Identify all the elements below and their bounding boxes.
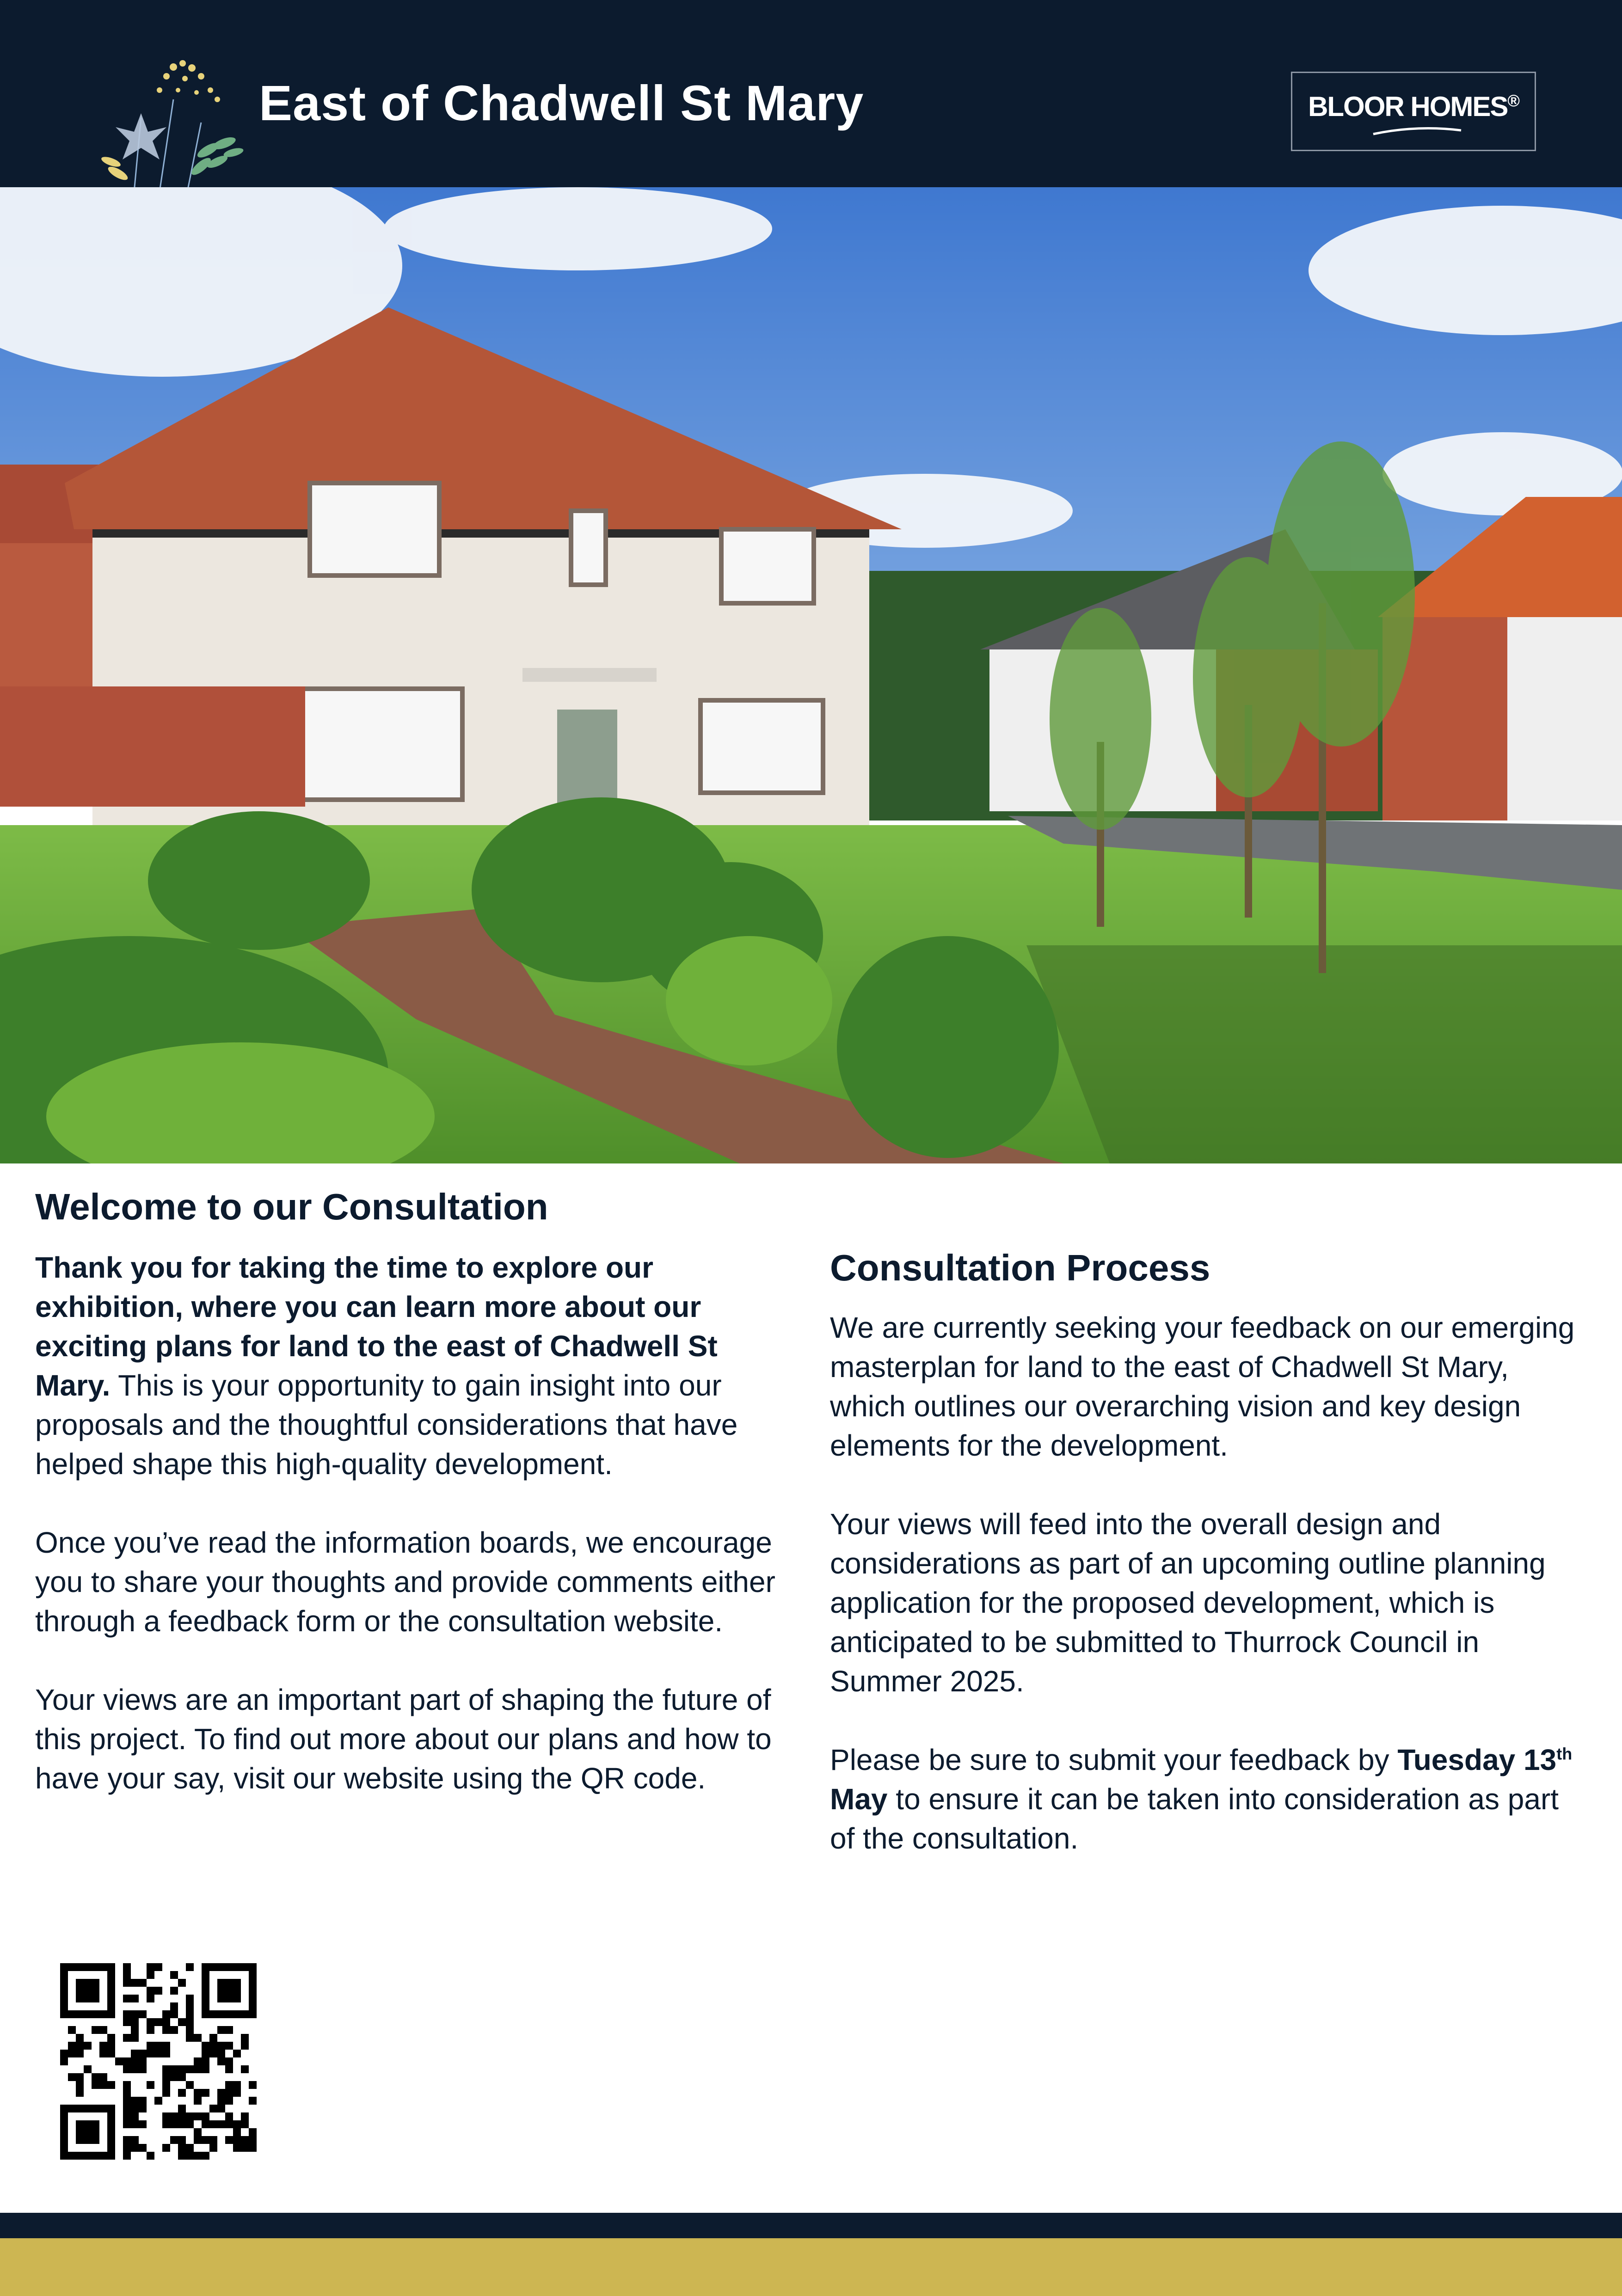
deadline-lead-in: Please be sure to submit your feedback by — [830, 1743, 1398, 1776]
deadline-suffix: th — [1556, 1744, 1573, 1763]
footer-gold-band — [0, 2238, 1622, 2296]
welcome-heading: Welcome to our Consultation — [35, 1186, 548, 1227]
brand-name-text: BLOOR HOMES — [1308, 91, 1508, 122]
process-heading: Consultation Process — [830, 1247, 1210, 1288]
brand-registered-mark: ® — [1507, 91, 1519, 110]
welcome-intro-bold: Thank you for taking the time to explore our exhibition, where you can learn more about our exciting plans for land to the east of Chadwell St Mary. — [35, 1251, 718, 1402]
welcome-paragraph-3: Your views are an important part of shaping the future of this project. To find out more about our plans and how to have your say, visit our website using the QR code. — [35, 1683, 772, 1795]
welcome-text-column — [35, 1248, 793, 1837]
hero-photo-houses — [0, 187, 1622, 1163]
welcome-intro-rest: This is your opportunity to gain insight into our proposals and the thoughtful considerations that have helped shape this high-quality development. — [35, 1369, 738, 1481]
qr-code-icon[interactable] — [60, 1963, 257, 2160]
deadline-month: May — [830, 1782, 888, 1816]
welcome-intro-paragraph — [35, 1248, 793, 1484]
welcome-paragraph-2: Once you’ve read the information boards, we encourage you to share your thoughts and provide comments either through a feedback form or the consultation website. — [35, 1526, 775, 1638]
brand-name — [1292, 91, 1535, 122]
brand-swoosh-icon — [1371, 124, 1463, 138]
process-paragraph-2: Your views will feed into the overall design and considerations as part of an upcoming outline planning application for the proposed development, which is anticipated to be submitted to Thurrock Council in Summer 2025. — [830, 1507, 1546, 1698]
process-paragraph-1: We are currently seeking your feedback on our emerging masterplan for land to the east of Chadwell St Mary, which outlines our overarching vision and key design elements for the development. — [830, 1311, 1575, 1462]
process-text-column — [830, 1308, 1588, 1898]
process-paragraph-3 — [830, 1740, 1588, 1858]
site-title: East of Chadwell St Mary — [259, 75, 864, 131]
floral-logo-icon — [90, 58, 275, 192]
bloor-homes-logo — [1291, 72, 1536, 151]
deadline-follow-on: to ensure it can be taken into consideration as part of the consultation. — [830, 1782, 1559, 1855]
deadline-day: Tuesday 13 — [1397, 1743, 1557, 1776]
footer-navy-band — [0, 2213, 1622, 2238]
